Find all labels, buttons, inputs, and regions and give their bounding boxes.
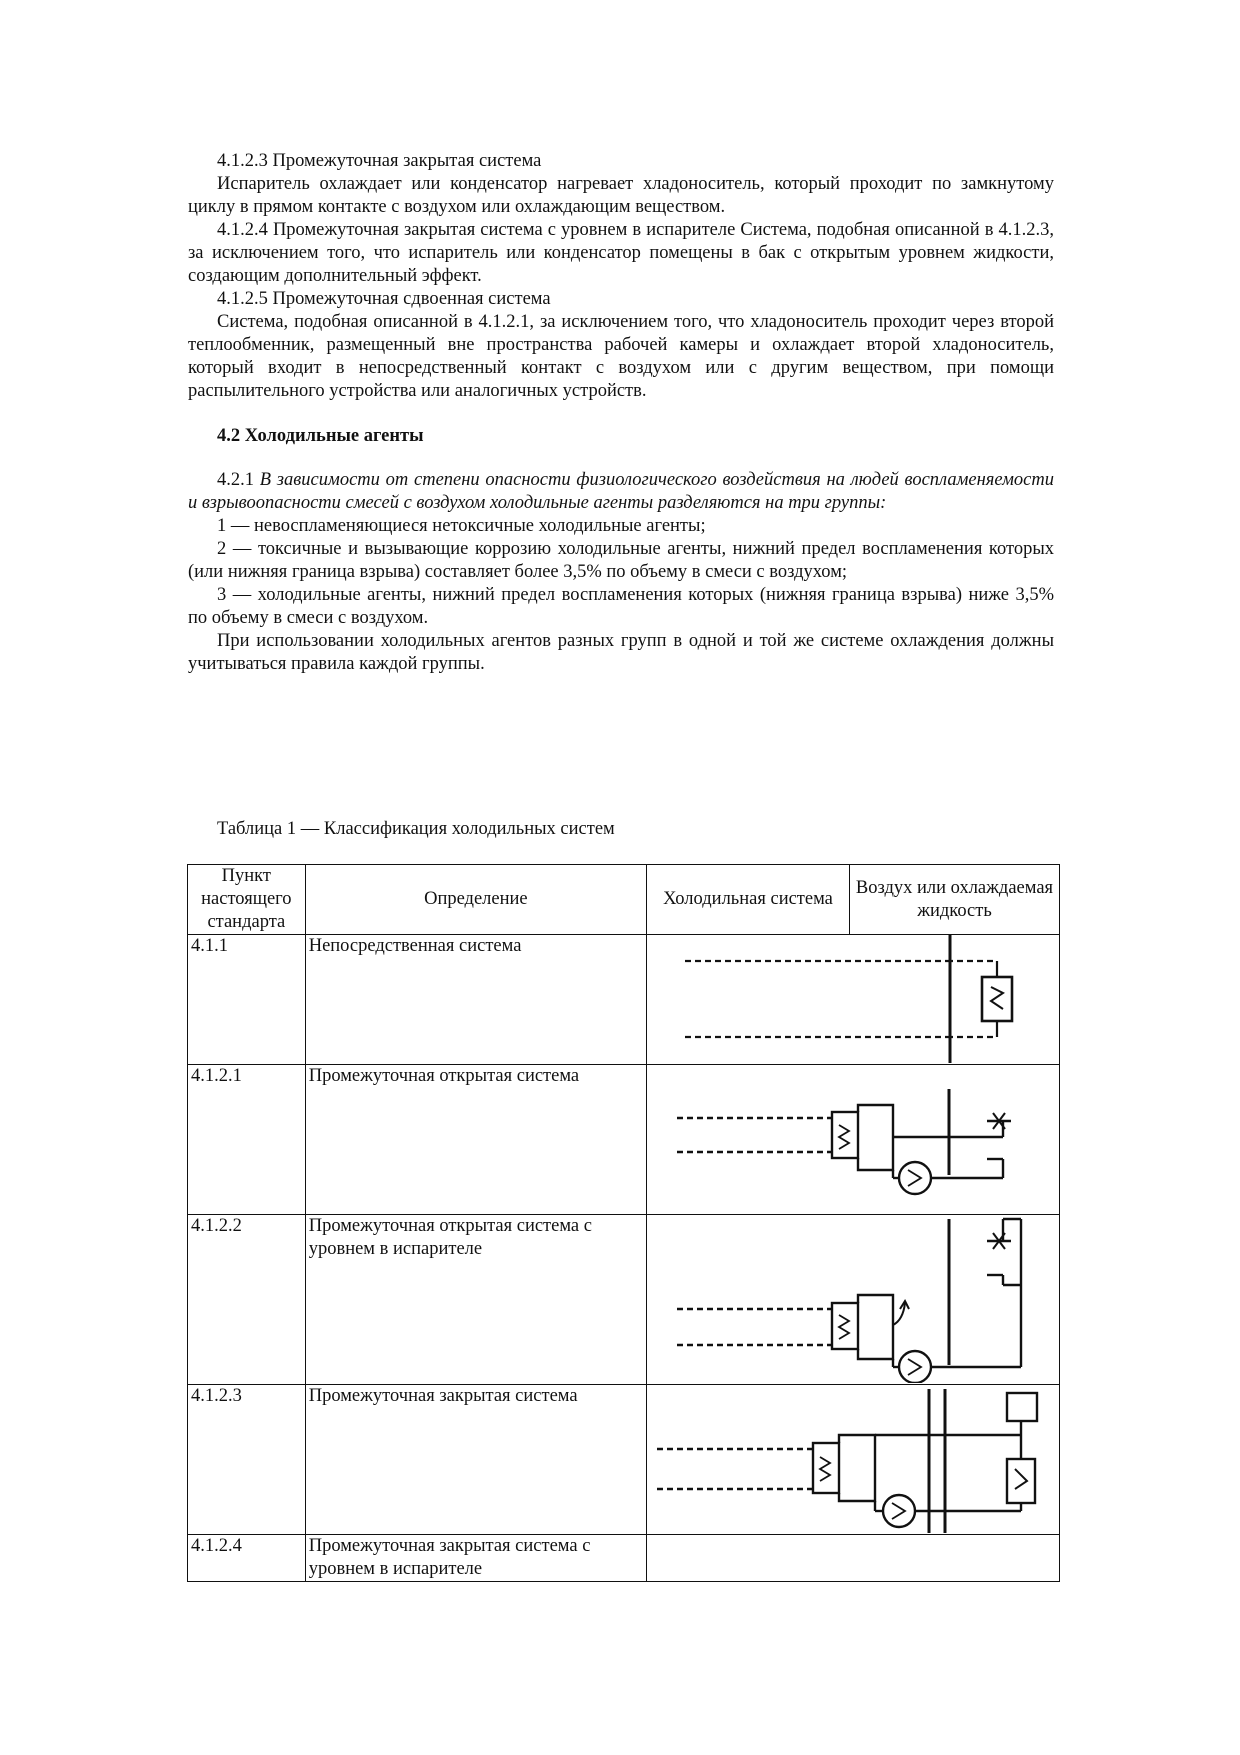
row-definition: Промежуточная закрытая система с уровнем в испарителе — [305, 1535, 646, 1582]
table-row — [188, 1385, 1060, 1535]
paragraph-4-1-2-3-title: 4.1.2.3 Промежуточная закрытая система — [217, 151, 542, 171]
paragraph-4-1-2-3-text: Испаритель охлаждает или конденсатор нагревает хладоноситель, который проходит по замкнутому циклу в прямом контакте с воздухом или охлаждающим веществом. — [188, 174, 1054, 217]
group-1-item: 1 — невоспламеняющиеся нетоксичные холодильные агенты; — [217, 516, 706, 536]
section-heading-4-2: 4.2 Холодильные агенты — [217, 426, 424, 446]
header-air-or-liquid: Воздух или охлаждаемая жидкость — [850, 865, 1060, 935]
diagram-intermediate-closed — [647, 1385, 1060, 1535]
table-row — [188, 1215, 1060, 1385]
row-clause: 4.1.1 — [188, 935, 306, 1065]
table-row — [188, 935, 1060, 1065]
row-clause: 4.1.2.3 — [188, 1385, 306, 1535]
paragraph-4-2-1-italic: В зависимости от степени опасности физиологического воздействия на людей воспламеняемости и взрывоопасности смесей с воздухом холодильные агенты разделяются на три группы: — [188, 470, 1054, 513]
row-definition: Промежуточная закрытая система — [305, 1385, 646, 1535]
table-caption: Таблица 1 — Классификация холодильных систем — [217, 819, 615, 839]
diagram-direct-system — [647, 935, 1060, 1065]
diagram-intermediate-open — [647, 1065, 1060, 1215]
group-2-item: 2 — токсичные и вызывающие коррозию холодильные агенты, нижний предел воспламенения которых (или нижняя граница взрыва) составляет более 3,5% по объему в смеси с воздухом; — [188, 539, 1054, 582]
diagram-intermediate-open-level — [647, 1215, 1060, 1385]
row-clause: 4.1.2.2 — [188, 1215, 306, 1385]
header-refrigeration-system: Холодильная система — [647, 865, 850, 935]
paragraph-4-1-2-4: 4.1.2.4 Промежуточная закрытая система с уровнем в испарителе Система, подобная описанной в 4.1.2.3, за исключением того, что испаритель или конденсатор помещены в бак с открытым уровнем жидкости, создающим дополнительный эффект. — [188, 220, 1054, 286]
paragraph-4-1-2-5-text: Система, подобная описанной в 4.1.2.1, за исключением того, что хладоноситель проходит через второй теплообменник, размещенный вне пространства рабочей камеры и охлаждает второй хладоноситель, который входит в непосредственный контакт с воздухом или с другим веществом, при помощи распылительного устройства или аналогичных устройств. — [188, 312, 1054, 401]
row-definition: Промежуточная открытая система с уровнем в испарителе — [305, 1215, 646, 1385]
header-definition: Определение — [305, 865, 646, 935]
table-header-row — [188, 865, 1060, 935]
group-3-item: 3 — холодильные агенты, нижний предел воспламенения которых (нижняя граница взрыва) ниже 3,5% по объему в смеси с воздухом. — [188, 585, 1054, 628]
paragraph-rules: При использовании холодильных агентов разных групп в одной и той же системе охлаждения должны учитываться правила каждой группы. — [188, 631, 1054, 674]
classification-table — [187, 864, 1060, 1582]
row-definition: Непосредственная система — [305, 935, 646, 1065]
table-row — [188, 1065, 1060, 1215]
row-definition: Промежуточная открытая система — [305, 1065, 646, 1215]
paragraph-4-1-2-5-title: 4.1.2.5 Промежуточная сдвоенная система — [217, 289, 551, 309]
paragraph-4-2-1-number: 4.2.1 — [217, 470, 260, 490]
row-clause: 4.1.2.1 — [188, 1065, 306, 1215]
table-row — [188, 1535, 1060, 1582]
diagram-cell-empty — [647, 1535, 1060, 1582]
paragraph-4-2-1 — [188, 469, 1054, 515]
header-clause: Пункт настоящего стандарта — [188, 865, 306, 935]
document-body — [188, 150, 1054, 676]
row-clause: 4.1.2.4 — [188, 1535, 306, 1582]
